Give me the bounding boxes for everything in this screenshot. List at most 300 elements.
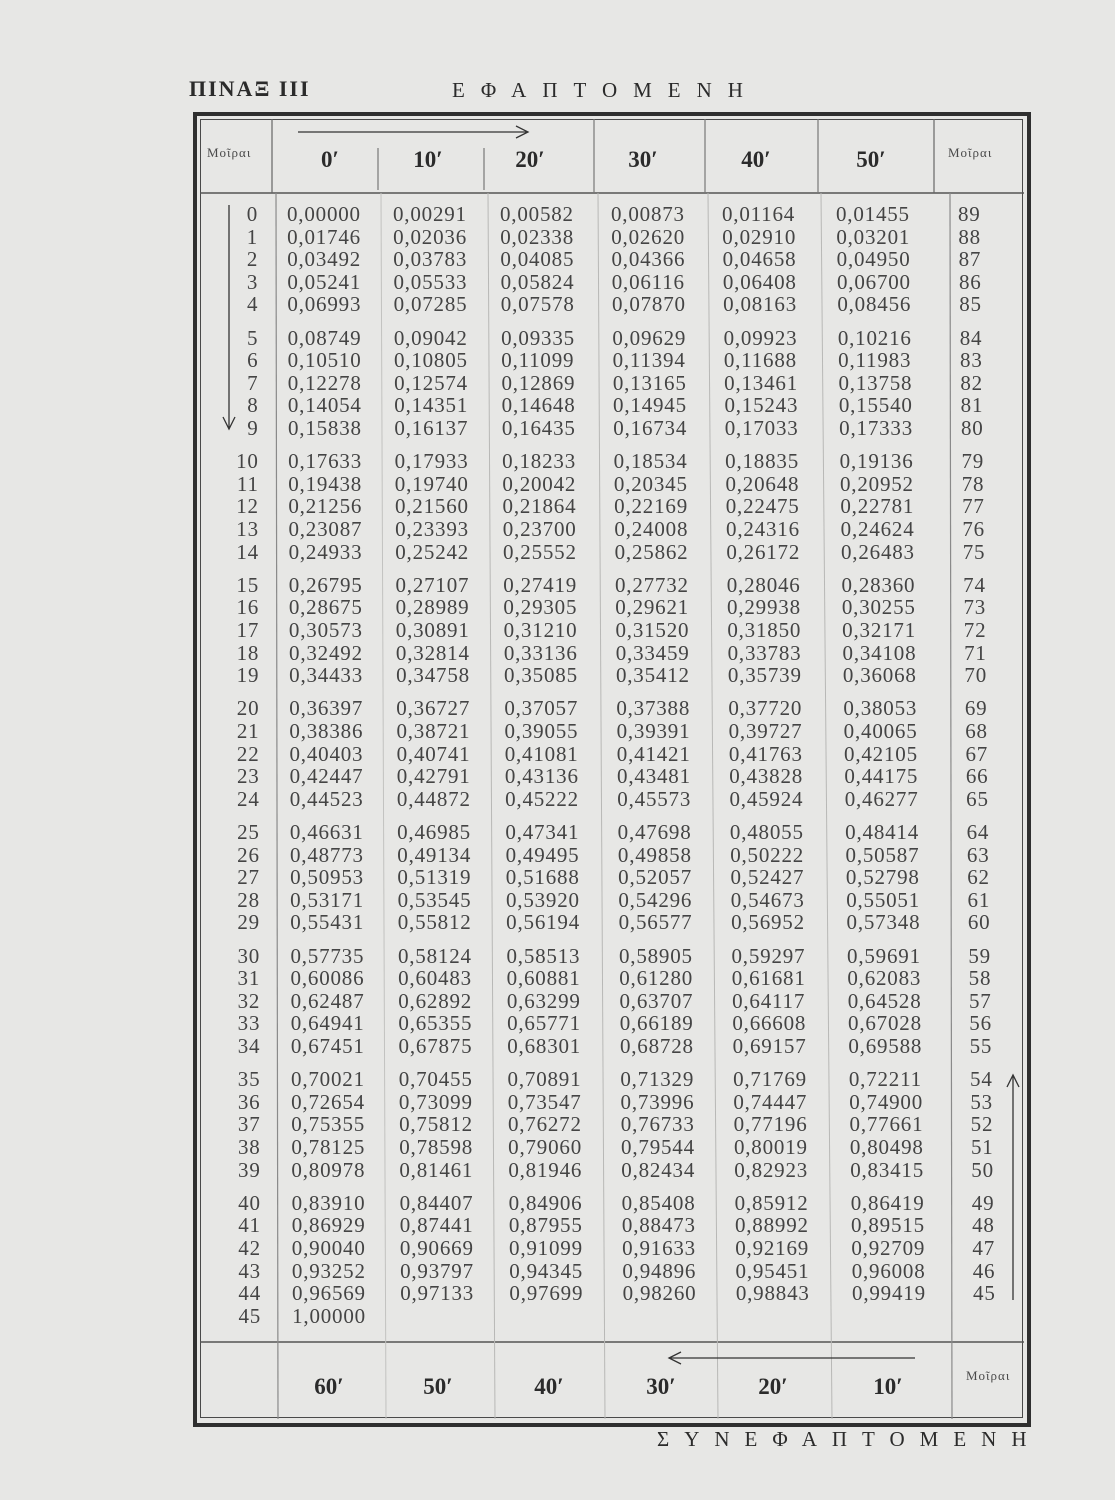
codegree-cell: 53 — [970, 1089, 993, 1114]
degree-cell: 38 — [237, 1135, 261, 1159]
tangent-value: 0,86929 — [291, 1213, 366, 1238]
tangent-value: 0,11099 — [501, 348, 575, 373]
codegree-cell: 72 — [963, 618, 987, 642]
codegree-cell: 74 — [963, 572, 986, 597]
degree-cell: 21 — [236, 719, 260, 743]
table-row — [0, 865, 1115, 889]
tangent-value: 0,84407 — [399, 1190, 474, 1215]
degree-cell: 1 — [246, 224, 259, 249]
tangent-value: 0,94345 — [509, 1258, 584, 1283]
tangent-value: 0,43828 — [729, 764, 804, 789]
degree-cell: 0 — [246, 202, 258, 226]
degree-cell: 9 — [247, 416, 259, 440]
tangent-value: 0,47341 — [505, 820, 580, 844]
tangent-value: 0,67875 — [398, 1034, 473, 1058]
tangent-value: 0,03201 — [836, 224, 911, 249]
tangent-value: 0,25862 — [614, 539, 689, 564]
tangent-value: 0,40065 — [843, 719, 918, 743]
tangent-value: 0,68728 — [619, 1034, 694, 1058]
tangent-value: 0,93252 — [291, 1258, 366, 1283]
tangent-value: 0,28675 — [288, 595, 363, 620]
tangent-value: 0,99419 — [852, 1281, 926, 1306]
codegree-cell: 83 — [960, 348, 983, 373]
tangent-value: 0,66189 — [619, 1011, 694, 1036]
tangent-value: 0,55812 — [397, 910, 472, 935]
tangent-value: 0,14648 — [501, 393, 576, 418]
page-title: ΕΦΑΠΤΟΜΕΝΗ — [452, 78, 759, 102]
tangent-value: 0,03783 — [393, 247, 468, 272]
tangent-value: 0,31520 — [615, 618, 690, 642]
tangent-value: 0,79544 — [621, 1135, 695, 1159]
tangent-value: 0,17933 — [394, 449, 469, 474]
tangent-value: 0,85408 — [621, 1190, 696, 1215]
degree-cell: 7 — [247, 370, 259, 395]
tangent-value: 0,24008 — [614, 517, 689, 541]
tangent-value: 0,13461 — [724, 370, 799, 395]
table-row — [0, 618, 1115, 642]
tangent-value: 0,37057 — [504, 696, 579, 721]
degree-cell: 29 — [237, 910, 260, 935]
footer-minutes-30: 30′ — [646, 1374, 676, 1399]
table-row — [0, 742, 1115, 766]
tangent-value: 0,21560 — [394, 494, 469, 519]
footer-minutes-20: 20′ — [758, 1374, 788, 1399]
degree-cell: 39 — [238, 1157, 261, 1182]
tangent-value: 0,70021 — [291, 1067, 365, 1092]
tangent-value: 0,20648 — [725, 471, 800, 496]
tangent-value: 0,42105 — [844, 741, 918, 766]
tangent-value: 0,20952 — [840, 471, 914, 496]
tangent-value: 0,38386 — [289, 719, 364, 743]
tangent-value: 0,02620 — [611, 224, 686, 249]
footer-title: ΣΥΝΕΦΑΠΤΟΜΕΝΗ — [657, 1427, 1042, 1451]
tangent-value: 0,32492 — [289, 640, 363, 665]
table-row — [0, 820, 1115, 844]
degree-cell: 5 — [247, 325, 259, 350]
tangent-value: 0,80498 — [849, 1135, 924, 1159]
tangent-value: 0,00291 — [393, 202, 467, 226]
codegree-cell: 86 — [958, 269, 982, 294]
tangent-value: 0,26483 — [841, 539, 915, 564]
tangent-value: 0,53920 — [505, 887, 580, 912]
table-row — [0, 348, 1115, 372]
tangent-value: 0,13165 — [612, 370, 687, 395]
tangent-value: 0,12278 — [287, 370, 362, 395]
tangent-value: 0,52057 — [618, 865, 692, 890]
table-row — [0, 663, 1115, 687]
tangent-value: 0,06700 — [837, 269, 911, 294]
tangent-value: 0,20042 — [502, 471, 577, 496]
tangent-value: 0,76272 — [507, 1112, 582, 1137]
degree-cell: 28 — [237, 887, 260, 912]
tangent-value: 0,55051 — [846, 887, 921, 912]
tangent-value: 0,51688 — [505, 865, 580, 890]
codegree-cell: 46 — [972, 1258, 996, 1283]
tangent-value: 0,17633 — [288, 449, 362, 474]
tangent-value: 0,33459 — [615, 640, 690, 665]
tangent-value: 0,58513 — [506, 943, 581, 968]
table-row — [0, 910, 1115, 934]
tangent-value: 0,64528 — [847, 988, 922, 1013]
tangent-value: 0,12869 — [501, 370, 576, 395]
tangent-value: 0,82923 — [734, 1157, 809, 1182]
tangent-value: 0,11983 — [838, 348, 912, 373]
tangent-value: 0,30255 — [841, 595, 916, 620]
tangent-value: 0,26795 — [288, 572, 363, 597]
degree-cell: 22 — [236, 741, 260, 766]
tangent-value: 0,52798 — [845, 865, 920, 890]
tangent-value: 0,40741 — [396, 741, 471, 766]
tangent-value: 0,59691 — [847, 943, 921, 968]
tangent-value: 0,27419 — [503, 572, 578, 597]
tangent-value: 0,36397 — [289, 696, 364, 721]
tangent-value: 0,14945 — [613, 393, 687, 418]
tangent-value: 0,77661 — [849, 1112, 924, 1137]
footer-codegrees-label: Μοῖραι — [966, 1368, 1011, 1383]
degree-cell: 10 — [236, 449, 259, 474]
degree-cell: 15 — [236, 572, 260, 597]
codegree-cell: 50 — [971, 1157, 994, 1182]
tangent-value: 0,64941 — [290, 1011, 365, 1036]
tangent-value: 0,56577 — [618, 910, 693, 935]
tangent-value: 0,90040 — [291, 1236, 366, 1260]
header-codegrees-label: Μοῖραι — [948, 145, 993, 160]
tangent-value: 0,58905 — [618, 943, 693, 968]
tangent-value: 0,14351 — [394, 393, 469, 418]
degree-cell: 30 — [237, 943, 261, 968]
tangent-value: 0,33783 — [727, 640, 802, 665]
header-minutes-0: 0′ — [321, 147, 339, 172]
tangent-value: 0,25552 — [502, 539, 577, 564]
degree-cell: 40 — [238, 1190, 261, 1215]
tangent-value: 0,08456 — [837, 292, 912, 317]
footer-minutes-40: 40′ — [534, 1374, 564, 1399]
tangent-value: 0,28046 — [726, 572, 801, 597]
tangent-value: 0,39055 — [504, 719, 579, 743]
tangent-value: 0,05533 — [393, 269, 468, 294]
tangent-value: 0,83415 — [850, 1157, 925, 1182]
tangent-value: 0,09923 — [723, 325, 798, 350]
tangent-value: 0,01746 — [287, 224, 361, 249]
degree-cell: 34 — [237, 1034, 261, 1058]
tangent-value: 0,40403 — [289, 741, 364, 766]
tangent-value: 0,29938 — [727, 595, 801, 620]
tangent-value: 0,46277 — [844, 786, 919, 811]
tangent-value: 0,37388 — [616, 696, 691, 721]
tangent-value: 0,50587 — [845, 842, 920, 867]
codegree-cell: 58 — [968, 966, 992, 991]
tangent-value: 0,41763 — [728, 741, 803, 766]
tangent-value: 0,73996 — [620, 1089, 695, 1114]
footer-minutes-60: 60′ — [314, 1374, 344, 1399]
degree-cell: 17 — [236, 618, 260, 642]
codegree-cell: 49 — [971, 1190, 995, 1215]
tangent-value: 0,62083 — [847, 966, 922, 991]
table-row — [0, 1112, 1115, 1136]
tangent-value: 0,35412 — [615, 663, 690, 688]
tangent-value: 0,37720 — [728, 696, 803, 721]
tangent-value: 0,04085 — [500, 247, 575, 272]
tangent-value: 0,17333 — [839, 416, 914, 440]
table-row — [0, 595, 1115, 619]
degree-cell: 42 — [238, 1236, 261, 1260]
tangent-value: 0,23393 — [395, 517, 469, 541]
tangent-value: 0,48773 — [289, 842, 364, 867]
tangent-value: 0,62892 — [398, 988, 473, 1013]
table-row — [0, 1034, 1115, 1058]
tangent-value: 0,19136 — [839, 449, 914, 474]
degree-cell: 2 — [246, 247, 259, 272]
tangent-value: 0,63299 — [506, 988, 581, 1013]
tangent-value: 0,41421 — [616, 741, 691, 766]
tangent-value: 0,72654 — [291, 1089, 365, 1114]
tangent-value: 0,97699 — [509, 1281, 584, 1306]
tangent-value: 0,92169 — [735, 1236, 810, 1260]
table-row — [0, 326, 1115, 350]
degree-cell: 18 — [236, 640, 260, 665]
table-row — [0, 517, 1115, 541]
tangent-value: 0,16137 — [394, 416, 469, 440]
header-minutes-40: 40′ — [741, 147, 771, 172]
tangent-value: 0,80019 — [733, 1135, 808, 1159]
tangent-value: 0,16734 — [613, 416, 688, 440]
tangent-value: 0,86419 — [850, 1190, 925, 1215]
tangent-value: 0,43136 — [504, 764, 579, 789]
tangent-value: 0,27107 — [395, 572, 470, 597]
codegree-cell: 68 — [965, 719, 988, 743]
degree-cell: 26 — [237, 842, 260, 867]
tangent-value: 0,87441 — [399, 1213, 474, 1238]
codegree-cell: 76 — [962, 517, 985, 541]
degree-cell: 23 — [236, 764, 260, 789]
degree-cell: 8 — [247, 393, 259, 418]
table-row — [0, 540, 1115, 564]
tangent-value: 0,09335 — [501, 325, 575, 350]
tangent-value: 0,30891 — [395, 618, 470, 642]
tangent-value: 0,45222 — [505, 786, 579, 811]
table-row — [0, 719, 1115, 743]
tangent-value: 0,19438 — [288, 471, 363, 496]
tangent-value: 0,00000 — [287, 202, 361, 226]
tangent-value: 0,96569 — [292, 1281, 366, 1306]
tangent-value: 0,24933 — [288, 539, 363, 564]
tangent-value: 0,36727 — [396, 696, 471, 721]
tangent-value: 0,21256 — [288, 494, 363, 519]
table-row — [0, 416, 1115, 440]
tangent-value: 0,35085 — [504, 663, 578, 688]
tangent-value: 0,08749 — [287, 325, 362, 350]
degree-cell: 35 — [237, 1067, 261, 1092]
tangent-value: 0,04658 — [722, 247, 797, 272]
tangent-value: 0,91633 — [622, 1236, 696, 1260]
tangent-value: 0,71769 — [733, 1067, 807, 1092]
tangent-value: 0,92709 — [851, 1236, 926, 1260]
tangent-value: 0,81461 — [399, 1157, 474, 1182]
tangent-value: 0,15838 — [287, 416, 362, 440]
tangent-value: 0,30573 — [288, 618, 363, 642]
tangent-value: 0,20345 — [613, 471, 688, 496]
table-row — [0, 247, 1115, 271]
tangent-value: 0,09042 — [393, 325, 468, 350]
tangent-value: 0,63707 — [619, 988, 694, 1013]
header-minutes-20: 20′ — [515, 147, 545, 172]
table-row — [0, 393, 1115, 417]
footer-minutes-50: 50′ — [423, 1374, 453, 1399]
tangent-value: 0,24316 — [726, 517, 800, 541]
table-row — [0, 989, 1115, 1013]
tangent-value: 0,68301 — [507, 1034, 582, 1058]
tangent-value: 0,93797 — [400, 1258, 474, 1283]
codegree-cell: 62 — [967, 865, 990, 890]
tangent-value: 0,00582 — [500, 202, 574, 226]
codegree-cell: 47 — [972, 1236, 995, 1260]
table-row — [0, 1158, 1115, 1182]
tangent-value: 0,57348 — [846, 910, 921, 935]
tangent-value: 0,73099 — [398, 1089, 473, 1114]
tangent-value: 0,54673 — [730, 887, 805, 912]
tangent-value: 0,98843 — [735, 1281, 810, 1306]
tangent-value: 0,10805 — [393, 348, 468, 373]
tangent-value: 0,18233 — [502, 449, 577, 474]
tangent-value: 0,75355 — [291, 1112, 366, 1137]
tangent-value: 0,52427 — [730, 865, 805, 890]
tangent-value: 0,74900 — [849, 1089, 924, 1114]
degree-cell: 43 — [238, 1258, 261, 1283]
degree-cell: 19 — [236, 663, 260, 688]
table-row — [0, 944, 1115, 968]
table-row — [0, 641, 1115, 665]
codegree-cell: 88 — [958, 224, 981, 249]
codegree-cell: 85 — [959, 292, 982, 317]
degree-cell: 31 — [237, 966, 261, 991]
degree-cell: 11 — [236, 471, 259, 496]
codegree-cell: 56 — [969, 1011, 992, 1036]
codegree-cell: 60 — [967, 910, 991, 935]
codegree-cell: 45 — [973, 1281, 996, 1306]
tangent-value: 0,73547 — [507, 1089, 582, 1114]
degree-cell: 32 — [237, 988, 261, 1013]
tangent-value: 0,03492 — [287, 247, 362, 272]
tangent-value: 0,35739 — [727, 663, 802, 688]
header-minutes-50: 50′ — [856, 147, 886, 172]
tangent-value: 0,27732 — [614, 572, 689, 597]
codegree-cell: 71 — [964, 640, 987, 665]
tangent-value: 0,07578 — [500, 292, 575, 317]
tangent-value: 0,39727 — [728, 719, 803, 743]
codegree-cell: 84 — [959, 325, 983, 350]
tangent-value: 0,17033 — [724, 416, 799, 440]
table-row — [0, 787, 1115, 811]
tangent-value: 0,94896 — [622, 1258, 697, 1283]
codegree-cell: 48 — [972, 1213, 995, 1238]
tangent-value: 0,01455 — [836, 202, 910, 226]
codegree-cell: 61 — [967, 887, 991, 912]
tangent-value: 0,07870 — [611, 292, 686, 317]
tangent-value: 0,31210 — [503, 618, 578, 642]
tangent-value: 0,39391 — [616, 719, 691, 743]
table-row — [0, 1067, 1115, 1091]
tangent-value: 0,62487 — [290, 988, 365, 1013]
tangent-value: 0,98260 — [622, 1281, 697, 1306]
tangent-value: 0,88992 — [734, 1213, 809, 1238]
tangent-value: 0,88473 — [621, 1213, 696, 1238]
tangent-value: 0,05241 — [287, 269, 362, 294]
degree-cell: 12 — [236, 494, 259, 519]
codegree-cell: 67 — [965, 741, 989, 766]
tangent-value: 0,71329 — [620, 1067, 695, 1092]
codegree-cell: 77 — [962, 494, 985, 519]
table-row — [0, 202, 1115, 226]
codegree-cell: 79 — [961, 449, 985, 474]
tangent-value: 0,42791 — [396, 764, 471, 789]
tangent-value: 0,16435 — [501, 416, 576, 440]
tangent-value: 0,22169 — [614, 494, 688, 519]
tangent-value: 0,05824 — [500, 269, 575, 294]
table-row — [0, 573, 1115, 597]
tangent-value: 0,13758 — [838, 370, 913, 395]
tangent-value: 0,15540 — [838, 393, 913, 418]
tangent-value: 0,29621 — [615, 595, 690, 620]
degree-cell: 37 — [237, 1112, 261, 1137]
tangent-value: 0,25242 — [395, 539, 470, 564]
tangent-value: 0,55431 — [290, 910, 365, 935]
tangent-value: 0,19740 — [394, 471, 469, 496]
tangent-value: 0,06993 — [287, 292, 362, 317]
header-degrees-label: Μοῖραι — [207, 145, 252, 160]
tangent-value: 0,53545 — [397, 887, 472, 912]
tangent-value: 0,70455 — [398, 1067, 473, 1092]
tangent-value: 0,65355 — [398, 1011, 473, 1036]
tangent-value: 0,45924 — [729, 786, 804, 811]
table-row — [0, 1236, 1115, 1260]
tangent-value: 0,11394 — [612, 348, 686, 373]
tangent-value: 0,32814 — [395, 640, 470, 665]
footer-minutes-10: 10′ — [873, 1374, 903, 1399]
tangent-value: 0,75812 — [399, 1112, 473, 1137]
tangent-value: 0,48414 — [845, 820, 920, 844]
tangent-value: 0,22781 — [840, 494, 915, 519]
degree-cell: 20 — [236, 696, 260, 721]
tangent-value: 0,23700 — [502, 517, 577, 541]
tangent-value: 0,69157 — [732, 1034, 807, 1058]
table-row — [0, 225, 1115, 249]
tangent-value: 0,47698 — [617, 820, 692, 844]
tangent-value: 1,00000 — [292, 1303, 366, 1328]
tangent-value: 0,04950 — [836, 247, 911, 272]
tangent-value: 0,60483 — [398, 966, 472, 991]
tangent-value: 0,12574 — [394, 370, 468, 395]
tangent-value: 0,42447 — [289, 764, 364, 789]
tangent-value: 0,09629 — [612, 325, 687, 350]
degree-cell: 41 — [238, 1213, 261, 1238]
table-row — [0, 292, 1115, 316]
tangent-value: 0,21864 — [502, 494, 577, 519]
tangent-value: 0,33136 — [503, 640, 578, 665]
tangent-value: 0,67028 — [848, 1011, 922, 1036]
tangent-value: 0,80978 — [291, 1157, 366, 1182]
codegree-cell: 57 — [968, 988, 992, 1013]
degree-cell: 13 — [236, 517, 259, 541]
tangent-value: 0,01164 — [722, 202, 796, 226]
tangent-value: 0,65771 — [507, 1011, 581, 1036]
tangent-value: 0,44523 — [289, 786, 364, 811]
codegree-cell: 81 — [960, 393, 984, 418]
table-row — [0, 696, 1115, 720]
tangent-value: 0,29305 — [503, 595, 578, 620]
table-row — [0, 1259, 1115, 1283]
tangent-value: 0,06116 — [611, 269, 685, 294]
codegree-cell: 78 — [961, 471, 985, 496]
